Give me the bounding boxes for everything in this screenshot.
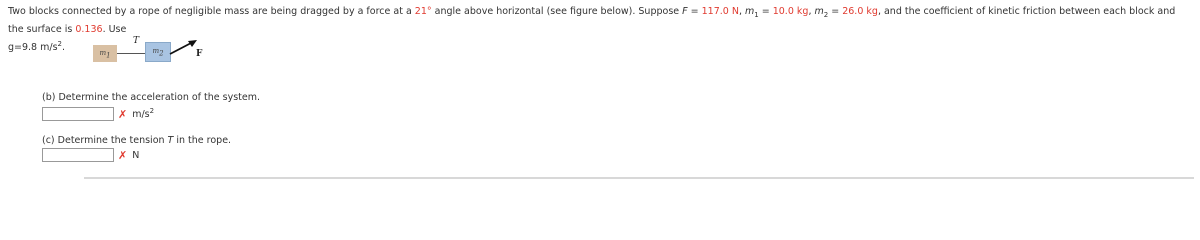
force-symbol: F bbox=[682, 6, 688, 17]
mass2-value: 26.0 kg bbox=[842, 6, 878, 17]
gravity-text: g=9.8 m/s bbox=[8, 42, 58, 53]
part-b-question: (b) Determine the acceleration of the system. bbox=[42, 92, 261, 103]
rope bbox=[117, 53, 145, 54]
tension-label: T bbox=[133, 36, 140, 46]
tension-unit: N bbox=[132, 149, 140, 161]
mass1-value: 10.0 kg bbox=[772, 6, 809, 17]
force-arrow-icon bbox=[169, 36, 199, 58]
angle-value: 21° bbox=[414, 6, 432, 17]
force-value: 117.0 N bbox=[701, 6, 739, 17]
part-b-answer-row bbox=[42, 107, 154, 121]
acceleration-input[interactable] bbox=[42, 107, 114, 121]
block-m2: $m_2$ bbox=[145, 42, 171, 62]
problem-text-1: Two blocks connected by a rope of negligible mass are being dragged by a force at a bbox=[8, 6, 415, 17]
acceleration-unit: $m/s^2$ bbox=[132, 106, 155, 120]
incorrect-icon: ✗ bbox=[118, 107, 128, 121]
problem-text-2: angle above horizontal (see figure below). Suppose bbox=[431, 6, 683, 17]
mass1-symbol: m bbox=[744, 6, 755, 17]
part-c-answer-row bbox=[42, 148, 139, 162]
friction-coefficient: 0.136 bbox=[75, 24, 103, 35]
force-label: F bbox=[196, 49, 203, 59]
mass2-symbol: m bbox=[814, 6, 824, 17]
block-m1: $m_1$ bbox=[93, 45, 117, 62]
tension-input[interactable] bbox=[42, 148, 114, 162]
part-c-question: (c) Determine the tension T in the rope. bbox=[42, 135, 232, 146]
blocks-figure bbox=[93, 36, 203, 74]
incorrect-icon: ✗ bbox=[118, 148, 128, 162]
divider bbox=[84, 177, 1194, 179]
problem-statement: Two blocks connected by a rope of negligible mass are being dragged by a force at a 21° angle above horizontal (see figure below). Suppose F = 117.0 N, $m_1 = 10.0$ kg, $m_2 = 26.0$ kg, and the coefficient of kinetic friction between each block and the surface is 0.136. Use g=9.8 $m/s^2$. bbox=[8, 6, 1176, 53]
problem-text-3: , and the coefficient of kinetic friction between each block and the surface is bbox=[8, 6, 1176, 35]
